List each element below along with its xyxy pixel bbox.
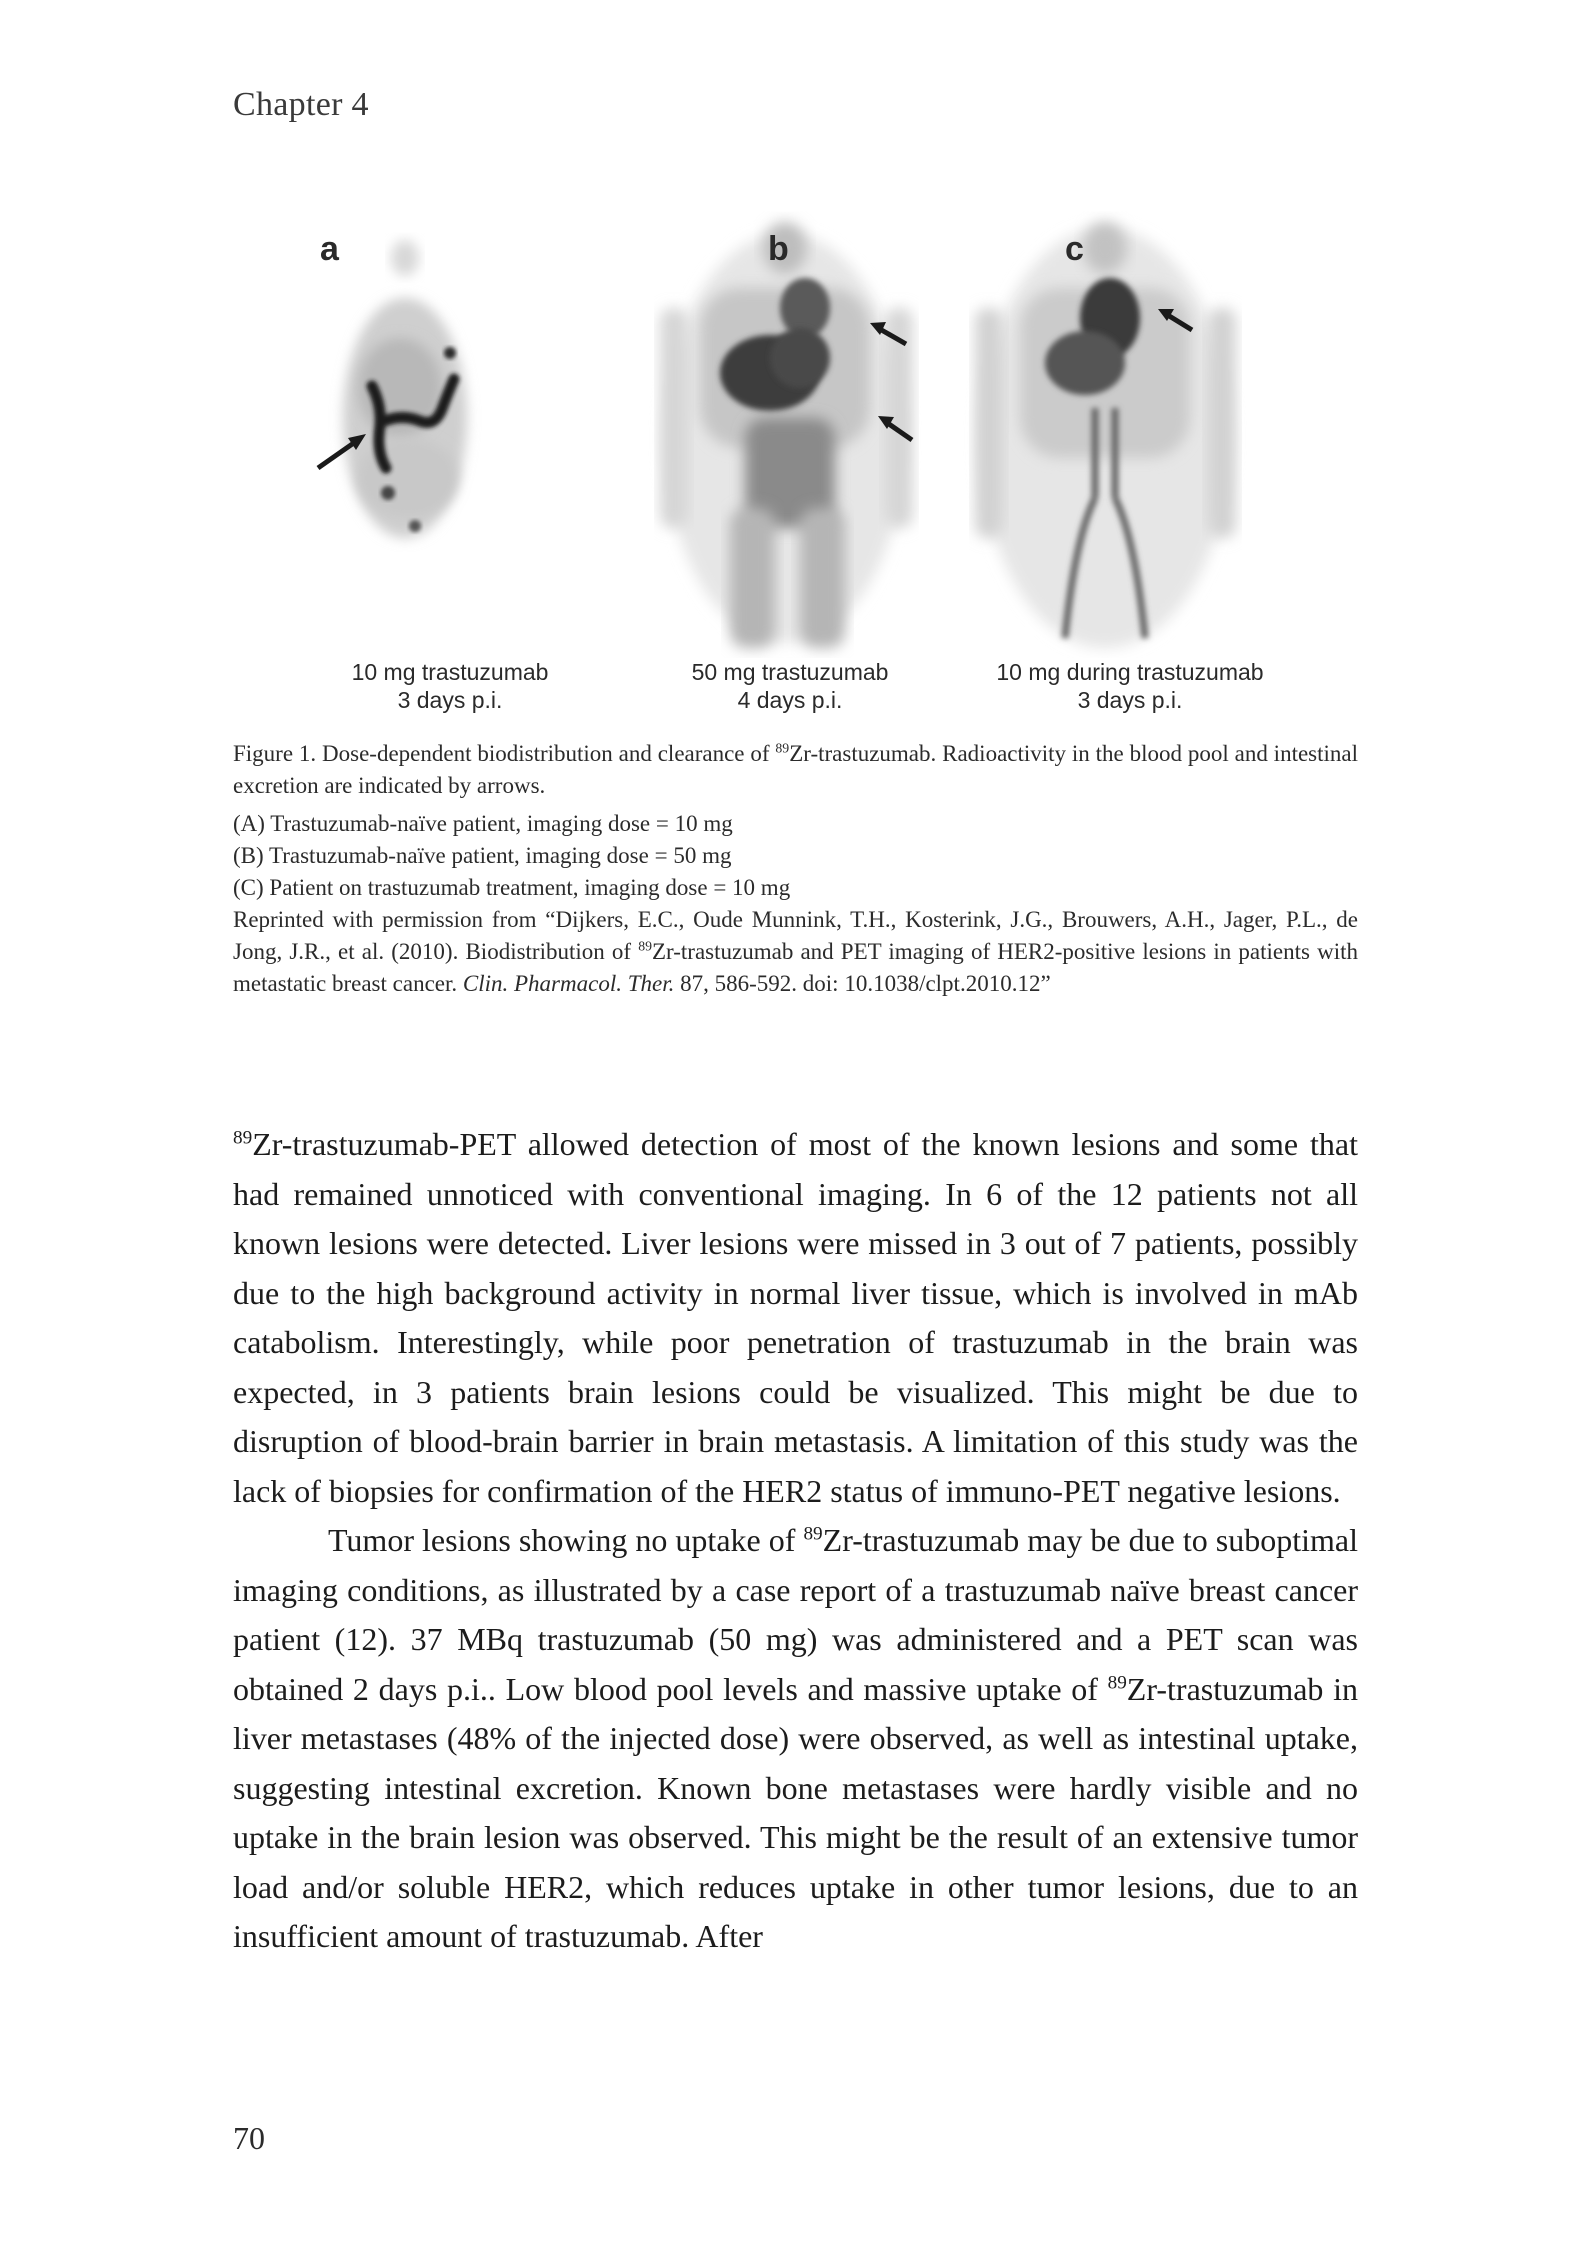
caption-text-a: Dose-dependent biodistribution and clearance of (316, 741, 776, 766)
panel-caption-c-line1: 10 mg during trastuzumab (996, 659, 1264, 685)
caption-reprint (233, 904, 1358, 1000)
pet-image-b (640, 208, 940, 658)
reprint-text-3: 87, 586-592. doi: 10.1038/clpt.2010.12” (674, 971, 1051, 996)
panel-letter-c: c (1065, 230, 1084, 268)
isotope-superscript: 89 (803, 1523, 823, 1545)
isotope-superscript: 89 (233, 1127, 253, 1149)
caption-text-b: Zr-trastuzumab. Radioactivity in the blood pool and intestinal excretion are indicated by arrows. (233, 741, 1359, 798)
reprint-text-2: Zr-trastuzumab and PET imaging of HER2-positive lesions in patients with metastatic breast cancer. (233, 939, 1358, 996)
panel-letter-a: a (320, 230, 339, 268)
panel-caption-c-line2: 3 days p.i. (1077, 687, 1183, 713)
paragraph-2 (233, 1516, 1358, 1962)
panel-caption-b (640, 658, 940, 714)
figure-label: Figure 1. (233, 741, 317, 766)
caption-item-a: (A) Trastuzumab-naïve patient, imaging dose = 10 mg (233, 811, 733, 836)
pet-image-a (300, 208, 600, 658)
panel-caption-a-line2: 3 days p.i. (397, 687, 503, 713)
figure-panel-c (960, 208, 1264, 738)
caption-item-b: (B) Trastuzumab-naïve patient, imaging dose = 50 mg (233, 843, 732, 868)
isotope-superscript: 89 (775, 740, 790, 756)
panel-caption-b-line2: 4 days p.i. (737, 687, 843, 713)
caption-main (233, 738, 1358, 802)
panel-caption-c (960, 658, 1300, 714)
panel-caption-a-line1: 10 mg trastuzumab (351, 659, 549, 685)
pet-figure (300, 208, 1310, 738)
paragraph-2-text-b: Zr-trastuzumab may be due to suboptimal imaging conditions, as illustrated by a case report of a trastuzumab naïve breast cancer patient (12). 37 MBq trastuzumab (50 mg) was administered and a PET scan was obtained 2 days p.i.. Low blood pool levels and massive uptake of (233, 1522, 1359, 1707)
panel-caption-b-line1: 50 mg trastuzumab (691, 659, 889, 685)
paragraph-1-text: Zr-trastuzumab-PET allowed detection of most of the known lesions and some that had remained unnoticed with conventional imaging. In 6 of the 12 patients not all known lesions were detected. Liver lesions were missed in 3 out of 7 patients, possibly due to the high background activity in normal liver tissue, which is involved in mAb catabolism. Interestingly, while poor penetration of trastuzumab in the brain was expected, in 3 patients brain lesions could be visualized. This might be due to disruption of blood-brain barrier in brain metastasis. A limitation of this study was the lack of biopsies for confirmation of the HER2 status of immuno-PET negative lesions. (233, 1126, 1358, 1509)
isotope-superscript: 89 (638, 938, 652, 954)
figure-panel-b (640, 208, 940, 738)
isotope-superscript: 89 (1107, 1671, 1127, 1693)
page-number: 70 (233, 2120, 265, 2156)
panel-letter-b: b (768, 230, 789, 268)
figure-caption (233, 738, 1358, 1000)
pet-image-c (960, 208, 1260, 658)
panel-caption-a (300, 658, 600, 714)
paragraph-2-text-c: Zr-trastuzumab in liver metastases (48% of the injected dose) were observed, as well as intestinal uptake, suggesting intestinal excretion. Known bone metastases were hardly visible and no uptake in the brain lesion was observed. This might be the result of an extensive tumor load and/or soluble HER2, which reduces uptake in other tumor lesions, due to an insufficient amount of trastuzumab. After (233, 1670, 1359, 1954)
figure-panel-a (300, 208, 600, 738)
reprint-text-1: Reprinted with permission from “Dijkers, E.C., Oude Munnink, T.H., Kosterink, J.G., Brouwers, A.H., Jager, P.L., de Jong, J.R., et al. (2010). Biodistribution of (233, 907, 1358, 964)
body-text (233, 1120, 1358, 1962)
caption-item-c: (C) Patient on trastuzumab treatment, imaging dose = 10 mg (233, 875, 791, 900)
paragraph-1 (233, 1120, 1358, 1516)
running-head: Chapter 4 (233, 86, 369, 123)
journal-name: Clin. Pharmacol. Ther. (462, 971, 675, 996)
paragraph-2-text-a: Tumor lesions showing no uptake of (328, 1522, 804, 1558)
